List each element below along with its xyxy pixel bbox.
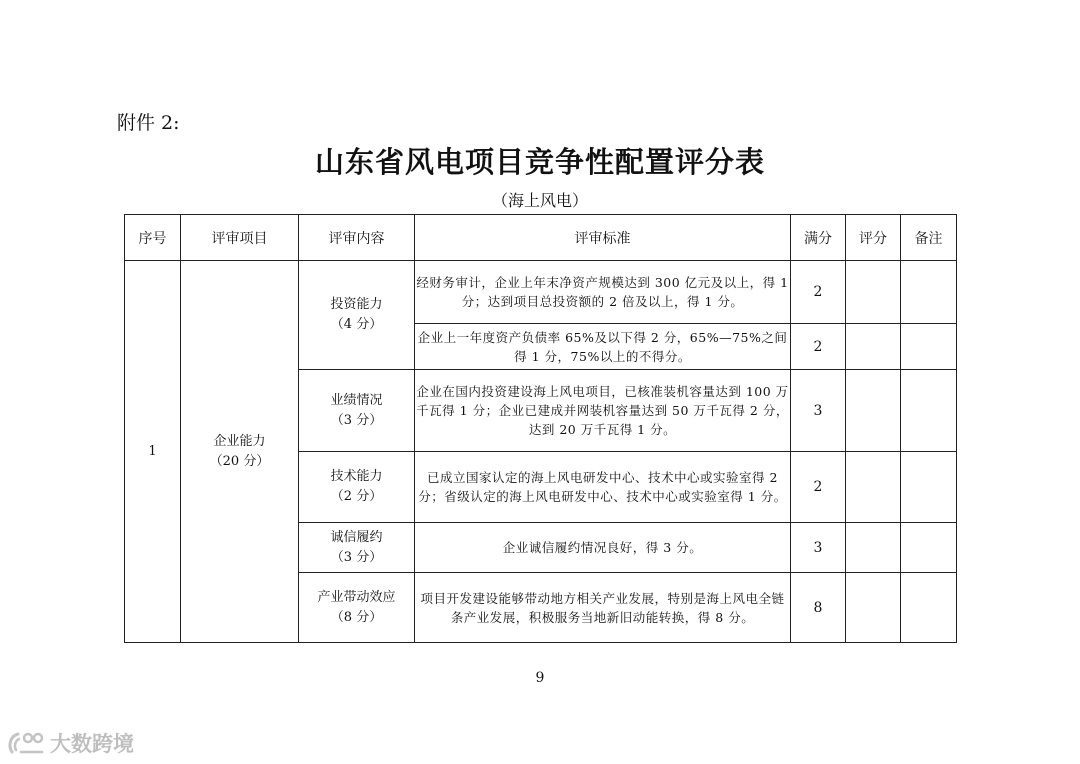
full-score-cell: 2	[791, 324, 846, 370]
content-points: （3 分）	[330, 549, 383, 565]
criteria-cell: 企业诚信履约情况良好，得 3 分。	[415, 523, 791, 573]
full-score-cell: 3	[791, 370, 846, 452]
score-cell	[846, 452, 901, 523]
section-seq: 1	[125, 261, 181, 643]
scoring-table	[124, 214, 957, 643]
content-cell	[299, 261, 415, 370]
annex-label: 附件 2:	[117, 112, 180, 134]
full-score-cell: 8	[791, 573, 846, 643]
content-cell	[299, 370, 415, 452]
note-cell	[901, 573, 957, 643]
content-points: （3 分）	[330, 412, 383, 428]
content-cell	[299, 523, 415, 573]
criteria-cell: 企业在国内投资建设海上风电项目，已核准装机容量达到 100 万千瓦得 1 分；企业已建成并网装机容量达到 50 万千瓦得 2 分，达到 20 万千瓦得 1 分。	[415, 370, 791, 452]
watermark-text: 大数跨境	[50, 732, 134, 756]
content-points: （8 分）	[330, 609, 383, 625]
note-cell	[901, 523, 957, 573]
table-header-row	[125, 215, 957, 261]
content-name: 业绩情况	[330, 392, 383, 408]
header-content: 评审内容	[299, 215, 415, 261]
content-points: （2 分）	[330, 489, 383, 504]
note-cell	[901, 370, 957, 452]
score-cell	[846, 573, 901, 643]
section-item-name: 企业能力	[213, 433, 266, 449]
header-criteria: 评审标准	[415, 215, 791, 261]
content-name: 技术能力	[330, 469, 383, 484]
content-cell	[299, 452, 415, 523]
page-title: 山东省风电项目竞争性配置评分表	[314, 145, 765, 179]
content-name: 投资能力	[330, 297, 383, 312]
content-cell	[299, 573, 415, 643]
full-score-cell: 2	[791, 452, 846, 523]
table-row	[125, 261, 957, 324]
score-cell	[846, 261, 901, 324]
page-subtitle: （海上风电）	[491, 191, 588, 210]
note-cell	[901, 261, 957, 324]
note-cell	[901, 324, 957, 370]
section-item-points: （20 分）	[209, 453, 270, 469]
criteria-cell: 项目开发建设能够带动地方相关产业发展，特别是海上风电全链条产业发展，积极服务当地新旧动能转换，得 8 分。	[415, 573, 791, 643]
section-item	[181, 261, 299, 643]
criteria-cell: 已成立国家认定的海上风电研发中心、技术中心或实验室得 2 分；省级认定的海上风电研发中心、技术中心或实验室得 1 分。	[415, 452, 791, 523]
criteria-cell: 经财务审计，企业上年末净资产规模达到 300 亿元及以上，得 1 分；达到项目总投资额的 2 倍及以上，得 1 分。	[415, 261, 791, 324]
header-score: 评分	[846, 215, 901, 261]
content-points: （4 分）	[330, 317, 383, 332]
score-cell	[846, 370, 901, 452]
header-seq: 序号	[125, 215, 181, 261]
header-full-score: 满分	[791, 215, 846, 261]
score-cell	[846, 523, 901, 573]
note-cell	[901, 452, 957, 523]
header-item: 评审项目	[181, 215, 299, 261]
header-note: 备注	[901, 215, 957, 261]
logo-icon	[6, 730, 46, 756]
content-name: 产业带动效应	[317, 589, 396, 605]
full-score-cell: 3	[791, 523, 846, 573]
watermark	[6, 728, 134, 758]
page-number: 9	[535, 670, 545, 686]
score-cell	[846, 324, 901, 370]
full-score-cell: 2	[791, 261, 846, 324]
criteria-cell: 企业上一年度资产负债率 65%及以下得 2 分，65%—75%之间得 1 分，75%以上的不得分。	[415, 324, 791, 370]
content-name: 诚信履约	[330, 529, 383, 545]
